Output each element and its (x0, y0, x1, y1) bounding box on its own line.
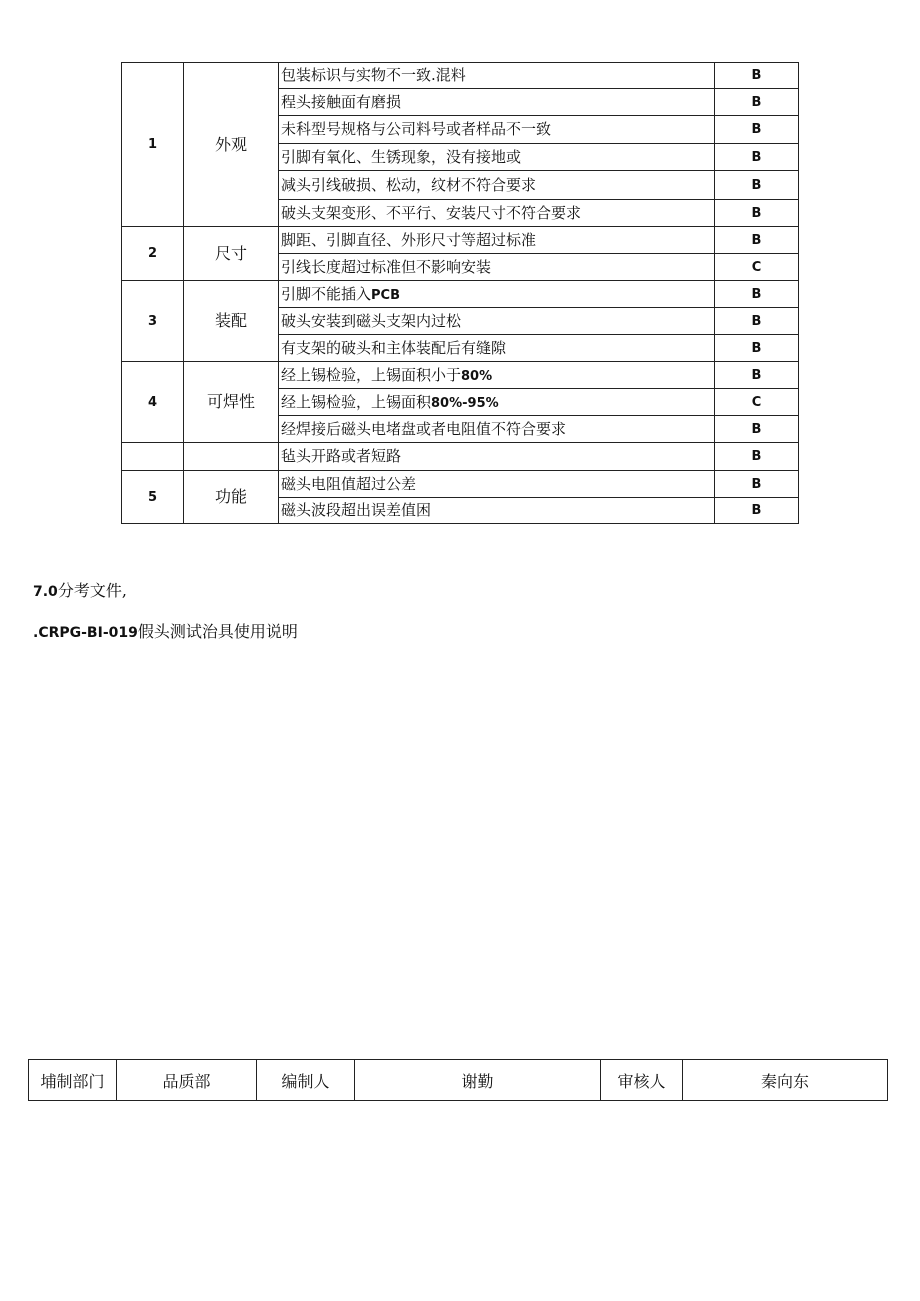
group-category (184, 443, 279, 471)
table-row (122, 362, 799, 389)
reference-heading (33, 578, 127, 601)
defect-item (279, 254, 715, 281)
defect-item-text: 毡头开路或者短路 (281, 447, 402, 465)
defect-grade: B (715, 171, 799, 200)
defect-item-text: 引线长度超过标准但不影响安装 (281, 257, 492, 276)
defect-item (279, 498, 715, 524)
author-value: 谢勤 (355, 1060, 601, 1101)
defect-item (279, 171, 715, 200)
defect-grade: B (715, 227, 799, 254)
defect-item-text: 经上锡检验，上锡面积小于 (281, 365, 462, 384)
group-number: 3 (122, 281, 184, 362)
table-row (122, 227, 799, 254)
defect-item (279, 281, 715, 308)
defect-item (279, 89, 715, 116)
group-number: 5 (122, 471, 184, 524)
defect-item (279, 362, 715, 389)
defect-item-text: 破头支架变形、不平行、安装尺寸不符合要求 (281, 203, 582, 222)
author-label: 编制人 (257, 1060, 355, 1101)
reference-doc-code: .CRPG-BI-019 (33, 625, 138, 641)
defect-item-text: 脚距、引脚直径、外形尺寸等超过标准 (281, 230, 537, 249)
reference-number: 7.0 (33, 584, 58, 600)
defect-grade: B (715, 362, 799, 389)
defect-item-text: 引脚有氧化、生锈现象，没有接地或 (281, 147, 522, 166)
defect-item (279, 335, 715, 362)
defect-grade: B (715, 416, 799, 443)
defect-item (279, 389, 715, 416)
defect-grade: C (715, 254, 799, 281)
defect-item-text: 包装标识与实物不一致.混料 (281, 66, 466, 84)
defect-grade: B (715, 200, 799, 227)
defect-grade: B (715, 89, 799, 116)
defect-item (279, 227, 715, 254)
reference-doc-name: 假头测试治具使用说明 (137, 622, 298, 641)
group-number: 4 (122, 362, 184, 443)
defect-item (279, 443, 715, 471)
group-category: 外观 (184, 63, 279, 227)
reviewer-label: 审核人 (601, 1060, 683, 1101)
table-row (122, 443, 799, 471)
defect-item-text: 减头引线破损、松动，纹材不符合要求 (281, 175, 537, 194)
defect-grade: B (715, 116, 799, 144)
group-category: 功能 (184, 471, 279, 524)
defect-item-text: 引脚不能插入 (281, 284, 372, 303)
defect-grade: C (715, 389, 799, 416)
table-row (122, 281, 799, 308)
reviewer-value: 秦向东 (683, 1060, 888, 1101)
defect-item-text: 有支架的破头和主体装配后有缝隙 (281, 338, 507, 357)
defect-grade: B (715, 335, 799, 362)
defect-item-text: 经焊接后磁头电堵盘或者电阻值不符合要求 (281, 419, 567, 438)
table-row (122, 471, 799, 498)
defect-item (279, 416, 715, 443)
group-category: 装配 (184, 281, 279, 362)
dept-value: 品质部 (117, 1060, 257, 1101)
defect-table (121, 62, 799, 524)
defect-grade: B (715, 144, 799, 171)
defect-item-text: 磁头电阻值超过公差 (281, 474, 417, 493)
defect-grade: B (715, 281, 799, 308)
defect-item (279, 308, 715, 335)
defect-item-text: 未科型号规格与公司料号或者样品不一致 (281, 120, 552, 138)
defect-item (279, 200, 715, 227)
group-number (122, 443, 184, 471)
defect-item (279, 116, 715, 144)
reference-title: 分考文件, (57, 581, 127, 600)
reference-document (33, 619, 298, 642)
group-number: 2 (122, 227, 184, 281)
defect-item-bold: PCB (371, 287, 400, 303)
signature-row (29, 1060, 888, 1101)
defect-item-text: 经上锡检验，上锡面积 (281, 392, 432, 411)
defect-item (279, 144, 715, 171)
defect-item-text: 程头接触面有磨损 (281, 92, 402, 111)
defect-grade: B (715, 471, 799, 498)
defect-item-text: 破头安装到磁头支架内过松 (281, 311, 462, 330)
defect-item-bold: 80%-95% (431, 395, 499, 411)
signature-table (28, 1059, 888, 1101)
defect-item-bold: 80% (461, 368, 493, 384)
group-category: 可焊性 (184, 362, 279, 443)
defect-grade: B (715, 63, 799, 89)
defect-table-body (122, 63, 799, 524)
group-category: 尺寸 (184, 227, 279, 281)
defect-grade: B (715, 443, 799, 471)
defect-item (279, 63, 715, 89)
defect-item-text: 磁头波段超出误差值困 (281, 501, 432, 519)
dept-label: 埔制部门 (29, 1060, 117, 1101)
defect-grade: B (715, 308, 799, 335)
group-number: 1 (122, 63, 184, 227)
table-row (122, 63, 799, 89)
defect-grade: B (715, 498, 799, 524)
defect-item (279, 471, 715, 498)
